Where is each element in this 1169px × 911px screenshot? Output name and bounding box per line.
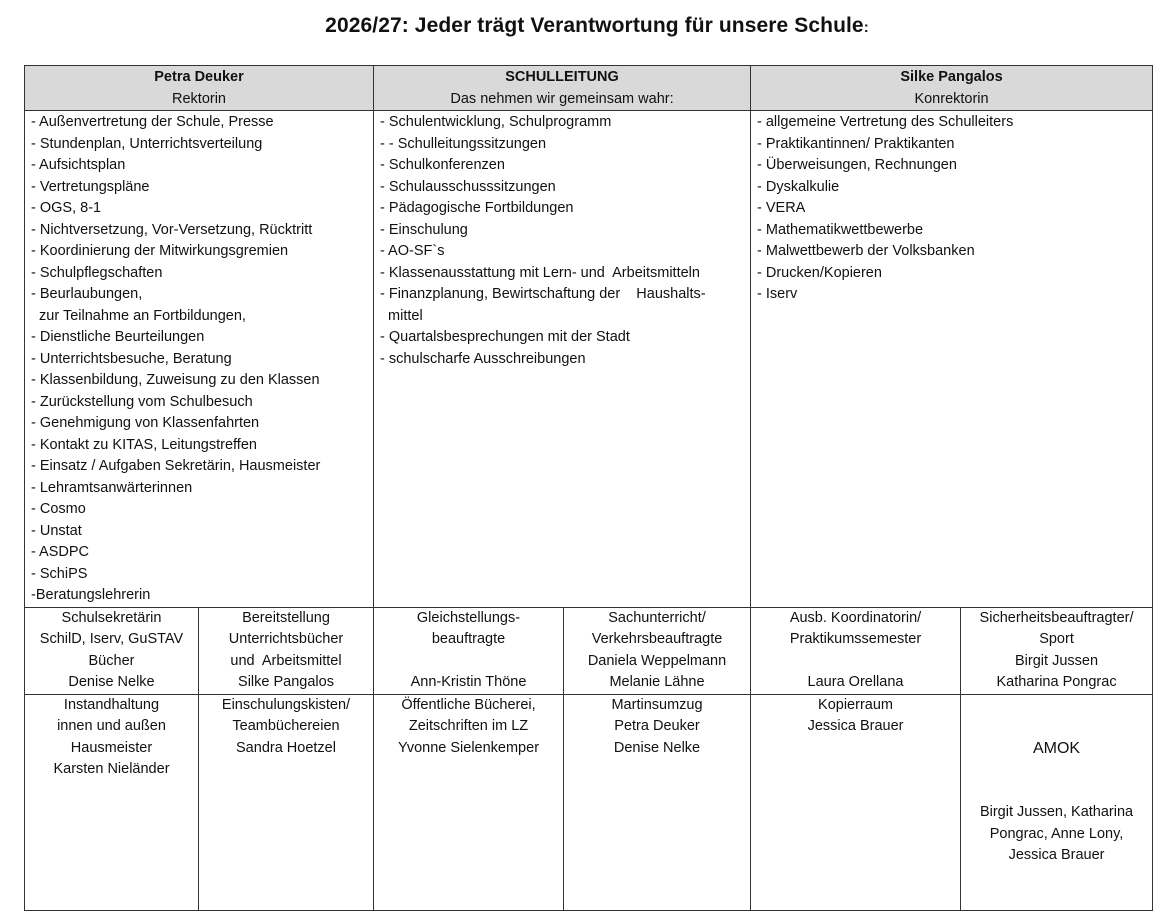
header-name: Silke Pangalos xyxy=(900,69,1003,85)
duty-item: - Einschulung xyxy=(380,221,468,238)
cell-martinsumzug: Martinsumzug Petra Deuker Denise Nelke xyxy=(564,694,751,910)
duty-item: - Dyskalkulie xyxy=(757,178,840,195)
duty-item: - Mathematikwettbewerbe xyxy=(757,221,924,238)
duty-item: - Vertretungspläne xyxy=(31,178,150,195)
duty-item: - Zurückstellung vom Schulbesuch xyxy=(31,393,253,410)
duty-item: - Stundenplan, Unterrichtsverteilung xyxy=(31,135,263,152)
cell-schulsekretaerin: Schulsekretärin SchilD, Iserv, GuSTAV Bücher Denise Nelke xyxy=(25,607,199,694)
duty-item: - Unstat xyxy=(31,522,82,539)
duty-item: - Finanzplanung, Bewirtschaftung der Haushalts- xyxy=(380,286,706,302)
duty-item: - Lehramtsanwärterinnen xyxy=(31,479,193,496)
cell-instandhaltung: Instandhaltung innen und außen Hausmeister Karsten Nieländer xyxy=(25,694,199,910)
amok-text: Birgit Jussen, Katharina Pongrac, Anne Lony, Jessica Brauer xyxy=(979,804,1134,863)
duties-rektorin xyxy=(25,111,374,608)
assignments-row-2 xyxy=(25,694,1153,910)
cell-sicherheit: Sicherheitsbeauftragter/ Sport Birgit Jussen Katharina Pongrac xyxy=(961,607,1153,694)
duty-item: - Cosmo xyxy=(31,501,86,517)
responsibility-table xyxy=(24,65,1153,911)
duties-schulleitung xyxy=(374,111,751,608)
title-colon: : xyxy=(863,19,869,36)
title-text: 2026/27: Jeder trägt Verantwortung für unsere Schule xyxy=(325,14,864,37)
duty-item: - Quartalsbesprechungen mit der Stadt xyxy=(380,329,630,345)
duty-item: - allgemeine Vertretung des Schulleiters xyxy=(757,114,1014,130)
duty-item: - Praktikantinnen/ Praktikanten xyxy=(757,135,955,152)
header-konrektorin xyxy=(751,66,1153,111)
duty-item: - Klassenbildung, Zuweisung zu den Klassen xyxy=(31,372,320,388)
duty-item: - Schulausschusssitzungen xyxy=(380,178,556,195)
cell-bereitstellung: Bereitstellung Unterrichtsbücher und Arbeitsmittel Silke Pangalos xyxy=(199,607,374,694)
duty-item: - Schulpflegschaften xyxy=(31,264,163,281)
duty-item: - schulscharfe Ausschreibungen xyxy=(380,350,586,367)
duty-item: mittel xyxy=(380,307,423,324)
duties-row xyxy=(25,111,1153,608)
cell-ausbildung: Ausb. Koordinatorin/ Praktikumssemester Laura Orellana xyxy=(751,607,961,694)
header-schulleitung xyxy=(374,66,751,111)
header-rektorin xyxy=(25,66,374,111)
duty-item: - Drucken/Kopieren xyxy=(757,264,882,281)
duty-item: - Schulentwicklung, Schulprogramm xyxy=(380,114,612,130)
header-role: Rektorin xyxy=(172,90,226,107)
duty-item: - VERA xyxy=(757,200,806,216)
cell-einschulungskisten: Einschulungskisten/ Teambüchereien Sandra Hoetzel xyxy=(199,694,374,910)
duty-item: - Genehmigung von Klassenfahrten xyxy=(31,415,260,431)
page-title xyxy=(0,14,1169,38)
duty-item: - Schulkonferenzen xyxy=(380,157,505,173)
duty-item: - Nichtversetzung, Vor-Versetzung, Rücktritt xyxy=(31,221,313,238)
cell-amok xyxy=(961,694,1153,910)
duty-item: - Aufsichtsplan xyxy=(31,157,126,173)
duties-konrektorin xyxy=(751,111,1153,608)
header-name: Petra Deuker xyxy=(154,69,244,85)
cell-kopierraum: Kopierraum Jessica Brauer xyxy=(751,694,961,910)
assignments-row-1 xyxy=(25,607,1153,694)
cell-gleichstellung: Gleichstellungs- beauftragte Ann-Kristin Thöne xyxy=(374,607,564,694)
header-role: Konrektorin xyxy=(914,90,989,107)
duty-item: - - Schulleitungssitzungen xyxy=(380,135,547,152)
duty-item: - Pädagogische Fortbildungen xyxy=(380,200,574,216)
header-name: SCHULLEITUNG xyxy=(505,69,619,85)
duty-item: - Unterrichtsbesuche, Beratung xyxy=(31,350,232,367)
header-role: Das nehmen wir gemeinsam wahr: xyxy=(450,90,674,107)
duty-item: - Kontakt zu KITAS, Leitungstreffen xyxy=(31,436,257,453)
duty-item: -Beratungslehrerin xyxy=(31,587,151,603)
cell-buecherei: Öffentliche Bücherei, Zeitschriften im LZ Yvonne Sielenkemper xyxy=(374,694,564,910)
duty-item: - Beurlaubungen, xyxy=(31,286,143,302)
duty-item: - Malwettbewerb der Volksbanken xyxy=(757,243,975,259)
duty-item: - Koordinierung der Mitwirkungsgremien xyxy=(31,243,289,259)
duty-item: - Iserv xyxy=(757,286,798,302)
cell-sachunterricht: Sachunterricht/ Verkehrsbeauftragte Daniela Weppelmann Melanie Lähne xyxy=(564,607,751,694)
duty-item: - Dienstliche Beurteilungen xyxy=(31,329,205,345)
duty-item: zur Teilnahme an Fortbildungen, xyxy=(31,307,246,324)
duty-item: - ASDPC xyxy=(31,544,90,560)
duty-item: - Klassenausstattung mit Lern- und Arbeitsmitteln xyxy=(380,264,700,281)
amok-heading: AMOK xyxy=(1032,739,1081,757)
duty-item: - Überweisungen, Rechnungen xyxy=(757,157,957,173)
duty-item: - OGS, 8-1 xyxy=(31,200,102,216)
duty-item: - Einsatz / Aufgaben Sekretärin, Hausmeister xyxy=(31,458,321,474)
duty-item: - Außenvertretung der Schule, Presse xyxy=(31,114,274,130)
duty-item: - SchiPS xyxy=(31,565,88,582)
duty-item: - AO-SF`s xyxy=(380,243,445,259)
header-row xyxy=(25,66,1153,111)
